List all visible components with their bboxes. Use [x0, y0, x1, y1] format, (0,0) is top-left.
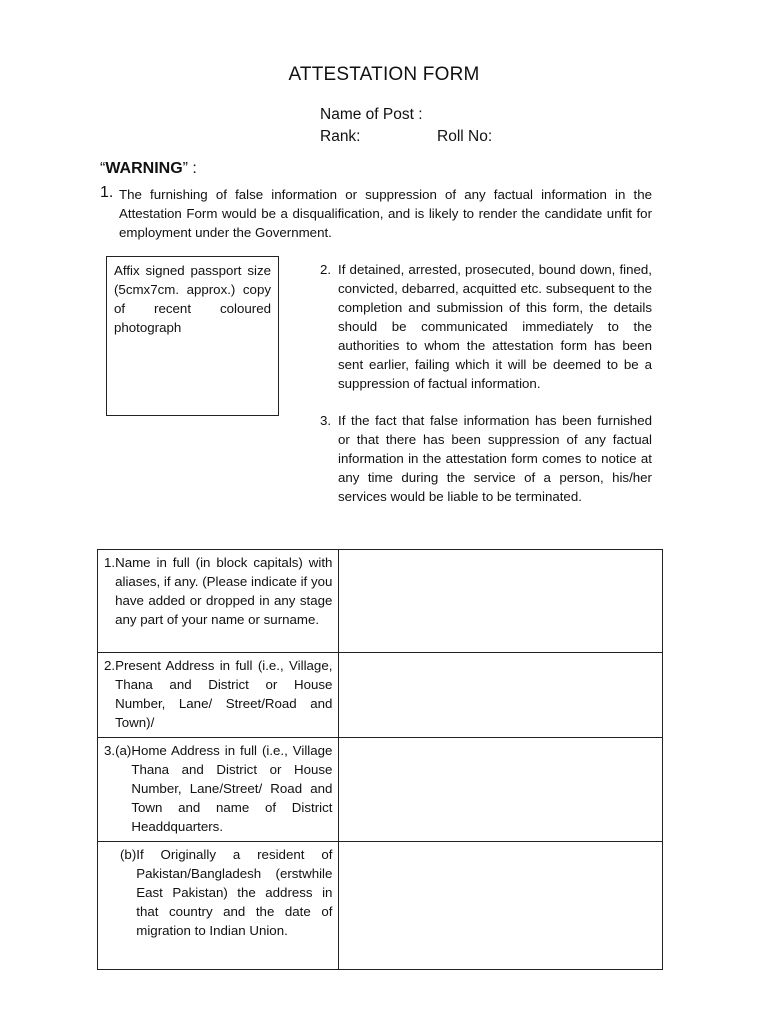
warning-open-quote: “ [100, 160, 106, 177]
question-number: 3. [104, 743, 116, 758]
rank-label: Rank: [320, 128, 361, 145]
page-title: ATTESTATION FORM [288, 64, 480, 85]
warning-item-1: The furnishing of false information or suppression of any factual information in the Attestation Form would be a disqualification, and is likely to render the candidate unfit for employment under the Government. [119, 187, 652, 240]
question-cell [98, 738, 339, 842]
question-text: Present Address in full (i.e., Village, Thana and District or House Number, Lane/ Street/Road and Town)/ [115, 658, 333, 730]
photo-box: Affix signed passport size (5cmx7cm. approx.) copy of recent coloured photograph [106, 256, 279, 416]
warning-label: WARNING [105, 160, 183, 177]
answer-field-present-address[interactable] [339, 653, 663, 738]
question-cell [98, 550, 339, 653]
question-text: If Originally a resident of Pakistan/Bangladesh (erstwhile East Pakistan) the address in that country and the date of migration to Indian Union. [136, 847, 333, 938]
post-label: Name of Post : [320, 106, 423, 123]
warning-item-1-number: 1. [100, 184, 114, 201]
warning-heading [100, 160, 197, 178]
table-row [98, 738, 663, 842]
answer-field-name[interactable] [339, 550, 663, 653]
warning-item-2-number: 2. [320, 262, 332, 277]
roll-label: Roll No: [437, 128, 493, 145]
question-text: Home Address in full (i.e., Village Thana and District or House Number, Lane/Street/ Road and Town and name of District Headdquarters. [131, 743, 333, 834]
question-sub-label: (a) [115, 743, 132, 758]
warning-item-2: If detained, arrested, prosecuted, bound down, fined, convicted, debarred, acquitted etc. subsequent to the completion and submission of this form, the details should be communicated immediately to the authorities to whom the attestation form has been sent earlier, failing which it will be deemed to be a suppression of factual information. [338, 262, 652, 391]
question-number: 1. [104, 555, 116, 570]
question-cell [98, 653, 339, 738]
warning-item-3: If the fact that false information has been furnished or that there has been suppression of any factual information in the attestation form comes to notice at any time during the service of a person, his/her services would be liable to be terminated. [338, 413, 652, 504]
answer-field-home-address[interactable] [339, 738, 663, 842]
form-table [97, 549, 663, 970]
question-text: Name in full (in block capitals) with aliases, if any. (Please indicate if you have added or dropped in any stage any part of your name or surname. [115, 555, 333, 627]
warning-item-3-number: 3. [320, 413, 332, 428]
warning-close: ” : [182, 160, 197, 177]
question-sub-label: (b) [120, 847, 137, 862]
answer-field-migration[interactable] [339, 842, 663, 970]
table-row [98, 653, 663, 738]
question-number: 2. [104, 658, 116, 673]
table-row [98, 550, 663, 653]
table-row [98, 842, 663, 970]
question-cell [98, 842, 339, 970]
